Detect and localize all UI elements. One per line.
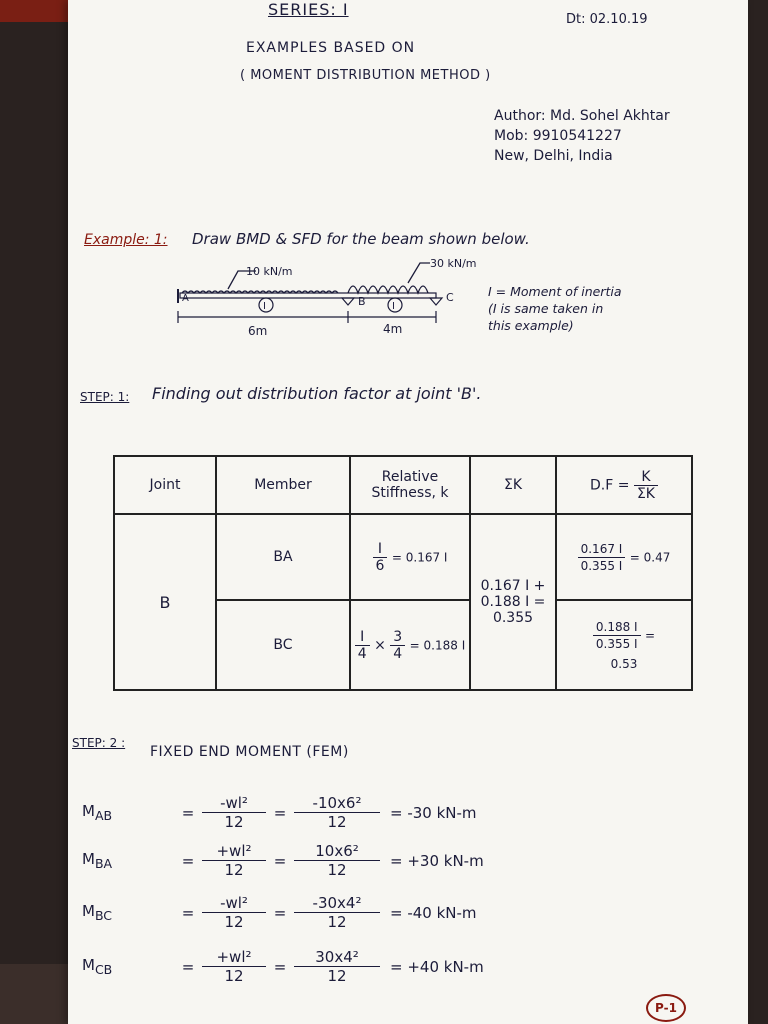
fem-formula-num-bc: -wl² — [202, 894, 266, 913]
stiffness-bc-num: I — [355, 629, 370, 646]
fem-result-ab: = -30 kN-m — [390, 803, 477, 822]
stiffness-bc-num2: 3 — [390, 629, 405, 646]
fem-m-cb: M — [82, 956, 95, 974]
fem-formula-num-cb: +wl² — [202, 948, 266, 967]
df-bc-den: 0.355 I — [595, 636, 638, 651]
span-ab: 6m — [248, 324, 268, 338]
stiffness-bc-value: = 0.188 I — [409, 638, 466, 652]
fem-sub-ba: BA — [94, 856, 113, 871]
fem-calc-den-bc: 12 — [327, 913, 347, 931]
stiffness-bc-fraction1 — [355, 629, 370, 662]
page-subtitle: ( MOMENT DISTRIBUTION METHOD ) — [240, 68, 491, 83]
stiffness-bc-den2: 4 — [393, 645, 403, 662]
header-joint: Joint — [114, 456, 216, 514]
date-label: Dt: 02.10.19 — [566, 12, 648, 27]
stiffness-bc-den: 4 — [357, 645, 367, 662]
fem-eq2-ba: = — [273, 851, 287, 870]
fem-sub-cb: CB — [94, 962, 113, 977]
load-ab-label: 10 kN/m — [246, 265, 293, 278]
note-line-1: I = Moment of inertia — [488, 284, 622, 299]
df-bc-fraction — [593, 619, 641, 652]
df-ba — [556, 514, 692, 600]
fem-calc-den-ab: 12 — [327, 813, 347, 831]
sum-k-cell — [470, 514, 556, 690]
fem-calc-cb — [294, 948, 380, 985]
table-row-ba — [114, 514, 692, 600]
fem-calc-num-ab: -10x6² — [294, 794, 380, 813]
fem-formula-ba — [202, 842, 266, 879]
fem-formula-den-cb: 12 — [224, 967, 244, 985]
point-b: B — [358, 295, 366, 308]
step2-text: FIXED END MOMENT (FEM) — [150, 744, 349, 760]
fem-calc-den-ba: 12 — [327, 861, 347, 879]
note-line-2: (I is same taken in — [488, 301, 604, 316]
header-stiffness — [350, 456, 470, 514]
fem-formula-den-ab: 12 — [224, 813, 244, 831]
udl-bc — [348, 286, 428, 293]
example-label: Example: 1: — [84, 232, 168, 248]
df-ba-fraction — [578, 541, 626, 574]
joint-cell: B — [114, 514, 216, 690]
background-corner-bottom — [0, 964, 68, 1024]
span-bc: 4m — [383, 322, 403, 336]
fem-eq2-ab: = — [273, 803, 287, 822]
fem-row-ba — [82, 842, 484, 879]
header-df-label: D.F = — [590, 477, 630, 493]
fem-m-ba: M — [82, 850, 95, 868]
step1-label: STEP: 1: — [80, 390, 130, 404]
df-bc-num: 0.188 I — [593, 619, 641, 636]
fem-label-cb — [82, 956, 174, 977]
fem-eq-ab: = — [181, 803, 195, 822]
fem-result-bc: = -40 kN-m — [390, 903, 477, 922]
stiffness-ba — [350, 514, 470, 600]
inertia-ab: I — [263, 301, 266, 312]
fem-calc-num-ba: 10x6² — [294, 842, 380, 861]
fem-eq2-cb: = — [273, 957, 287, 976]
fem-calc-num-bc: -30x4² — [294, 894, 380, 913]
header-stiffness-line2: Stiffness, k — [371, 485, 449, 501]
inertia-circle-ab — [259, 298, 273, 312]
header-df-fraction — [634, 469, 658, 502]
df-ba-value: = 0.47 — [629, 550, 671, 564]
fem-calc-num-cb: 30x4² — [294, 948, 380, 967]
header-stiffness-line1: Relative — [381, 469, 439, 485]
beam-diagram — [168, 255, 478, 345]
fem-formula-ab — [202, 794, 266, 831]
load-bc-pointer — [408, 263, 430, 283]
fem-label-ab — [82, 802, 174, 823]
stiffness-bc-times: × — [374, 637, 386, 653]
stiffness-bc — [350, 600, 470, 690]
page-title: EXAMPLES BASED ON — [246, 40, 416, 56]
fem-eq-cb: = — [181, 957, 195, 976]
df-bc-eq: = — [645, 628, 656, 642]
fem-calc-ab — [294, 794, 380, 831]
df-bc-value: 0.53 — [610, 656, 638, 671]
page-number: P-1 — [646, 994, 686, 1022]
df-ba-num: 0.167 I — [578, 541, 626, 558]
inertia-bc: I — [392, 301, 395, 312]
member-ba: BA — [216, 514, 350, 600]
header-df-num: K — [634, 469, 658, 486]
fem-m-ab: M — [82, 802, 95, 820]
sum-k-line3: 0.355 — [492, 610, 534, 626]
inertia-circle-bc — [388, 298, 402, 312]
fem-formula-num-ab: -wl² — [202, 794, 266, 813]
step1-text: Finding out distribution factor at joint 'B'. — [152, 384, 482, 403]
table-header-row — [114, 456, 692, 514]
fem-row-ab — [82, 794, 477, 831]
fem-row-bc — [82, 894, 477, 931]
fem-eq2-bc: = — [273, 903, 287, 922]
df-bc — [556, 600, 692, 690]
fem-sub-ab: AB — [94, 808, 113, 823]
fem-m-bc: M — [82, 902, 95, 920]
member-bc: BC — [216, 600, 350, 690]
stiffness-ba-fraction — [373, 541, 388, 574]
stiffness-bc-fraction2 — [390, 629, 405, 662]
note-line-3: this example) — [488, 318, 574, 333]
header-member: Member — [216, 456, 350, 514]
series-label: SERIES: I — [268, 0, 349, 19]
author-mobile: Mob: 9910541227 — [494, 128, 622, 144]
df-ba-den: 0.355 I — [580, 558, 623, 573]
stiffness-ba-value: = 0.167 I — [391, 550, 448, 564]
stiffness-ba-num: I — [373, 541, 388, 558]
support-b — [342, 298, 354, 305]
fem-row-cb — [82, 948, 484, 985]
load-bc-label: 30 kN/m — [430, 257, 477, 270]
fem-result-ba: = +30 kN-m — [390, 851, 484, 870]
fem-result-cb: = +40 kN-m — [390, 957, 484, 976]
fem-calc-den-cb: 12 — [327, 967, 347, 985]
author-name: Author: Md. Sohel Akhtar — [494, 108, 670, 124]
fem-sub-bc: BC — [94, 908, 113, 923]
fem-calc-ba — [294, 842, 380, 879]
sum-k-line1: 0.167 I + — [480, 578, 546, 594]
sum-k-line2: 0.188 I = — [480, 594, 546, 610]
fem-calc-bc — [294, 894, 380, 931]
fem-formula-den-ba: 12 — [224, 861, 244, 879]
fem-eq-bc: = — [181, 903, 195, 922]
stiffness-ba-den: 6 — [375, 557, 385, 574]
author-location: New, Delhi, India — [494, 148, 613, 164]
step2-label: STEP: 2 : — [72, 736, 126, 750]
support-c — [430, 298, 442, 305]
fem-formula-num-ba: +wl² — [202, 842, 266, 861]
point-a: A — [182, 293, 189, 304]
inertia-note — [488, 283, 621, 334]
distribution-factor-table — [113, 455, 693, 691]
example-text: Draw BMD & SFD for the beam shown below. — [192, 230, 530, 248]
fem-label-bc — [82, 902, 174, 923]
fem-label-ba — [82, 850, 174, 871]
fem-eq-ba: = — [181, 851, 195, 870]
header-sum-k: ΣK — [470, 456, 556, 514]
header-df-den: ΣK — [636, 485, 655, 502]
fem-formula-bc — [202, 894, 266, 931]
fem-formula-den-bc: 12 — [224, 913, 244, 931]
fem-formula-cb — [202, 948, 266, 985]
author-block — [494, 106, 670, 166]
point-c: C — [446, 291, 454, 304]
header-df — [556, 456, 692, 514]
